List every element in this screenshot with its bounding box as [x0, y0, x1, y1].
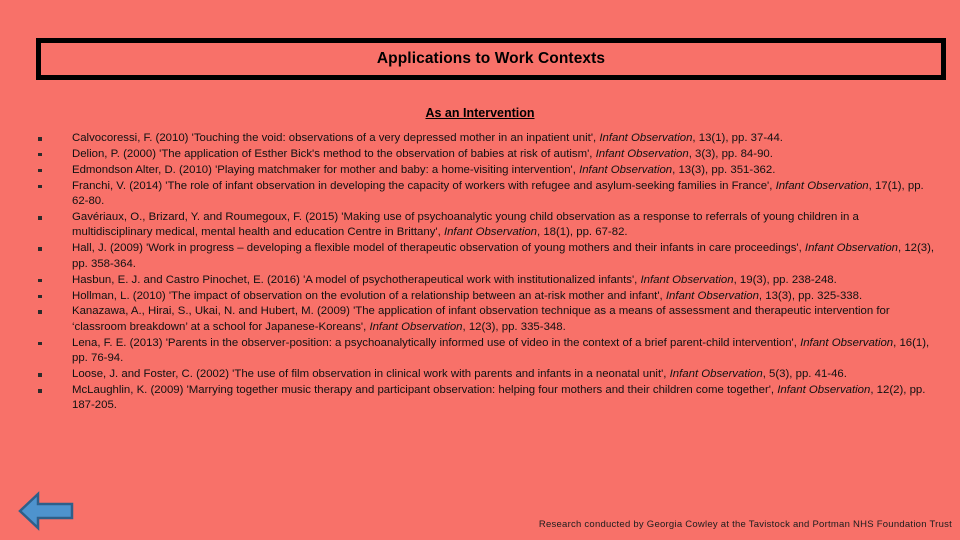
- reference-text: Delion, P. (2000) 'The application of Esther Bick's method to the observation of babies at risk of autism',: [72, 147, 596, 160]
- reference-citation-detail: , 18(1), pp. 67-82.: [537, 226, 628, 239]
- list-item: [30, 367, 940, 382]
- list-item: [30, 147, 940, 162]
- bullet-icon: [38, 279, 42, 283]
- journal-title: Infant Observation: [665, 289, 759, 302]
- reference-citation-detail: , 13(1), pp. 37-44.: [692, 132, 783, 144]
- list-item: [30, 179, 940, 210]
- reference-citation-detail: , 12(2), pp. 187-205.: [72, 384, 926, 412]
- section-heading: As an Intervention: [425, 106, 535, 120]
- journal-title: Infant Observation: [599, 132, 693, 144]
- reference-text: Edmondson Alter, D. (2010) 'Playing matchmaker for mother and baby: a home-visiting intervention',: [72, 163, 580, 176]
- footer-credit: Research conducted by Georgia Cowley at the Tavistock and Portman NHS Foundation Trust: [538, 519, 952, 530]
- journal-title: Infant Observation: [443, 226, 538, 239]
- reference-text: Franchi, V. (2014) 'The role of infant observation in developing the capacity of workers with refugee and asylum-seeking families in France',: [72, 179, 776, 192]
- reference-citation-detail: , 19(3), pp. 238-248.: [733, 273, 837, 286]
- list-item: [30, 273, 940, 288]
- list-item: [30, 131, 940, 146]
- reference-text: Hollman, L. (2010) 'The impact of observation on the evolution of a relationship between an at-risk mother and infant',: [72, 289, 666, 302]
- reference-citation-detail: , 3(3), pp. 84-90.: [688, 147, 773, 160]
- journal-title: Infant Observation: [595, 147, 689, 160]
- bullet-icon: [38, 342, 42, 346]
- reference-text: Gavériaux, O., Brizard, Y. and Roumegoux, F. (2015) 'Making use of psychoanalytic young child observation as a response to referrals of young children in a multidisciplinary medical, mental health and education Centre in Brittany',: [72, 211, 859, 239]
- reference-text: Loose, J. and Foster, C. (2002) 'The use of film observation in clinical work with parents and infants in a neonatal unit',: [72, 368, 670, 381]
- journal-title: Infant Observation: [775, 179, 869, 192]
- bullet-icon: [38, 247, 42, 251]
- journal-title: Infant Observation: [800, 336, 894, 349]
- reference-list: [30, 131, 940, 414]
- arrow-left-icon: [18, 489, 76, 533]
- bullet-icon: [38, 373, 42, 377]
- reference-citation-detail: , 12(3), pp. 335-348.: [462, 320, 566, 333]
- list-item: [30, 304, 940, 335]
- page-title: Applications to Work Contexts: [376, 50, 606, 67]
- list-item: [30, 163, 940, 178]
- reference-text: Hall, J. (2009) 'Work in progress – developing a flexible model of therapeutic observation of young mothers and their infants in care proceedings',: [72, 242, 805, 255]
- journal-title: Infant Observation: [369, 320, 463, 333]
- list-item: [30, 241, 940, 272]
- list-item: [30, 289, 940, 304]
- reference-text: Calvocoressi, F. (2010) 'Touching the void: observations of a very depressed mother in an inpatient unit',: [72, 132, 600, 144]
- reference-citation-detail: , 5(3), pp. 41-46.: [762, 368, 847, 381]
- bullet-icon: [38, 295, 42, 299]
- reference-text: Hasbun, E. J. and Castro Pinochet, E. (2016) 'A model of psychotherapeutical work with institutionalized infants',: [72, 273, 641, 286]
- reference-citation-detail: , 13(3), pp. 351-362.: [672, 163, 776, 176]
- reference-citation-detail: , 17(1), pp. 62-80.: [72, 179, 924, 208]
- back-arrow-button[interactable]: [18, 489, 76, 533]
- reference-text: McLaughlin, K. (2009) 'Marrying together music therapy and participant observation: helping four mothers and their children come together',: [72, 384, 778, 396]
- reference-citation-detail: , 16(1), pp. 76-94.: [72, 336, 930, 365]
- slide-title-box: [36, 38, 946, 80]
- journal-title: Infant Observation: [804, 242, 898, 255]
- journal-title: Infant Observation: [640, 273, 734, 286]
- bullet-icon: [38, 310, 42, 314]
- journal-title: Infant Observation: [777, 384, 871, 396]
- list-item: [30, 210, 940, 241]
- bullet-icon: [38, 185, 42, 189]
- list-item: [30, 383, 940, 414]
- list-item: [30, 336, 940, 367]
- bullet-icon: [38, 137, 42, 141]
- bullet-icon: [38, 389, 42, 393]
- journal-title: Infant Observation: [579, 163, 673, 176]
- reference-text: Kanazawa, A., Hirai, S., Ukai, N. and Hubert, M. (2009) 'The application of infant observation technique as a means of assessment and therapeutic intervention for ‘classroom breakdown’ at a school for Japanese-Koreans',: [72, 305, 890, 333]
- reference-citation-detail: , 12(3), pp. 358-364.: [72, 242, 935, 270]
- bullet-icon: [38, 169, 42, 173]
- bullet-icon: [38, 216, 42, 220]
- bullet-icon: [38, 153, 42, 157]
- reference-text: Lena, F. E. (2013) 'Parents in the observer-position: a psychoanalytically informed use of video in the context of a brief parent-child intervention',: [72, 336, 801, 349]
- journal-title: Infant Observation: [669, 368, 763, 381]
- reference-citation-detail: , 13(3), pp. 325-338.: [758, 289, 863, 302]
